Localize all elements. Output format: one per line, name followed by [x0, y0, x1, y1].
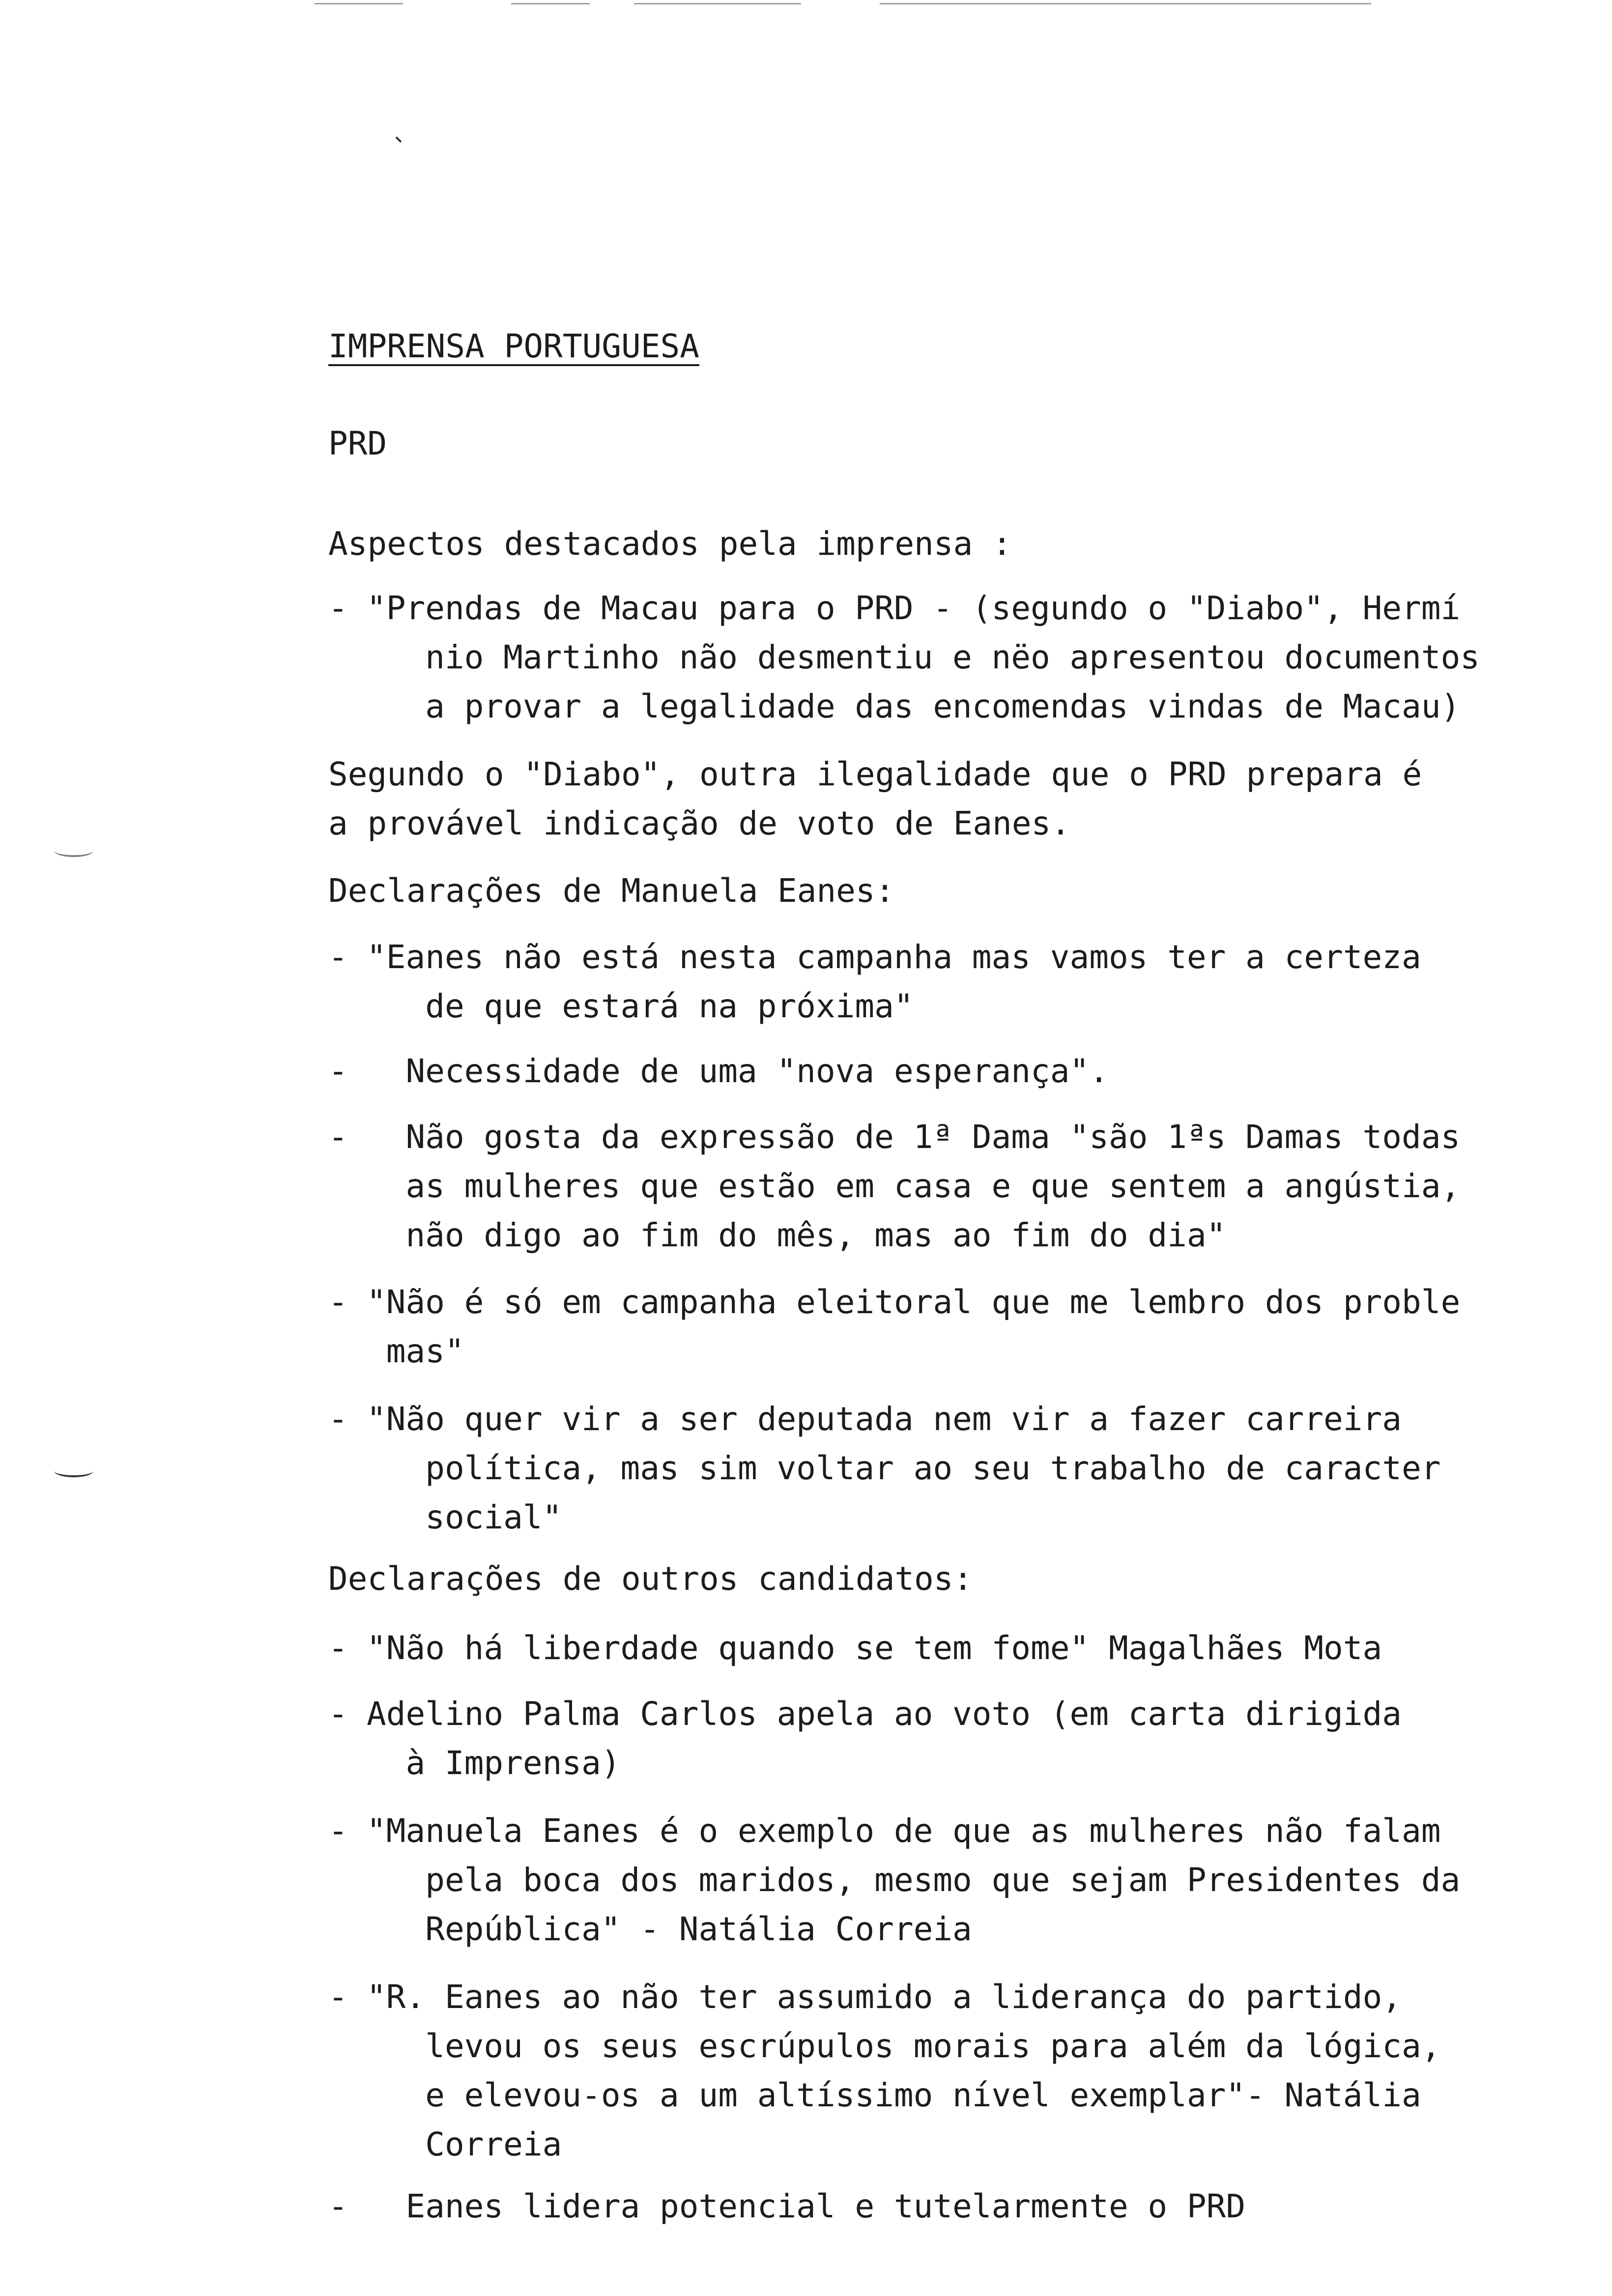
- list-item: [328, 1973, 1532, 2169]
- margin-mark: [54, 844, 93, 857]
- margin-mark: [54, 1464, 93, 1477]
- list-item: [328, 1278, 1532, 1376]
- list-item-text: "Prendas de Macau para o PRD - (segundo o "Diabo", Hermí nio Martinho não desmentiu e nëo apresentou documentos a provar a legalidade das encomendas vindas de Macau): [367, 589, 1480, 725]
- document-heading: IMPRENSA PORTUGUESA: [328, 327, 699, 365]
- list-item-text: Não gosta da expressão de 1ª Dama "são 1ªs Damas todas as mulheres que estão em casa e que sentem a angústia, não digo ao fim do mês, mas ao fim do dia": [405, 1118, 1461, 1254]
- list-item-text: Necessidade de uma "nova esperança".: [367, 1052, 1109, 1090]
- list-item: [328, 1690, 1532, 1788]
- list-dash: -: [328, 2187, 348, 2225]
- section-label-manuela: Declarações de Manuela Eanes:: [328, 872, 895, 910]
- list-item-text: "Não é só em campanha eleitoral que me lembro dos proble mas": [367, 1283, 1461, 1370]
- document-subheading: PRD: [328, 425, 387, 462]
- list-dash: -: [328, 1400, 348, 1438]
- section-label-others: Declarações de outros candidatos:: [328, 1560, 973, 1598]
- scan-artifact-line: [634, 3, 801, 4]
- scan-artifact-line: [315, 3, 403, 4]
- list-item: [328, 1624, 1532, 1673]
- list-dash: -: [328, 1695, 348, 1733]
- paragraph: Segundo o "Diabo", outra ilegalidade que o PRD prepara é a provável indicação de voto de Eanes.: [328, 755, 1422, 842]
- list-dash: -: [328, 589, 348, 627]
- list-item-text: "R. Eanes ao não ter assumido a liderança do partido, levou os seus escrúpulos morais para além da lógica, e elevou-os a um altíssimo nível exemplar"- Natália Correia: [367, 1978, 1441, 2163]
- list-item: [328, 1113, 1532, 1260]
- list-item: [328, 1807, 1532, 1954]
- list-dash: -: [328, 1812, 348, 1850]
- list-dash: -: [328, 1978, 348, 2016]
- list-item: [328, 1395, 1532, 1542]
- stray-mark: [396, 137, 402, 143]
- list-item-text: Eanes lidera potencial e tutelarmente o PRD: [367, 2187, 1246, 2225]
- list-dash: -: [328, 1283, 348, 1321]
- list-item: [328, 1047, 1532, 1096]
- list-item: [328, 584, 1532, 731]
- list-item-text: "Não há liberdade quando se tem fome" Magalhães Mota: [367, 1629, 1382, 1667]
- section-label-aspects: Aspectos destacados pela imprensa :: [328, 525, 1012, 563]
- list-item-text: "Eanes não está nesta campanha mas vamos ter a certeza de que estará na próxima": [367, 938, 1421, 1025]
- list-item: [328, 2182, 1532, 2231]
- list-dash: -: [328, 1052, 348, 1090]
- list-dash: -: [328, 1118, 348, 1156]
- list-item-text: Adelino Palma Carlos apela ao voto (em carta dirigida à Imprensa): [367, 1695, 1402, 1782]
- list-item: [328, 933, 1532, 1031]
- scan-artifact-line: [880, 3, 1371, 4]
- list-item-text: "Manuela Eanes é o exemplo de que as mulheres não falam pela boca dos maridos, mesmo que sejam Presidentes da República" - Natália Correia: [367, 1812, 1461, 1948]
- list-dash: -: [328, 1629, 348, 1667]
- list-item-text: "Não quer vir a ser deputada nem vir a fazer carreira política, mas sim voltar ao seu trabalho de caracter social": [367, 1400, 1441, 1536]
- scan-artifact-line: [511, 3, 590, 4]
- list-dash: -: [328, 938, 348, 976]
